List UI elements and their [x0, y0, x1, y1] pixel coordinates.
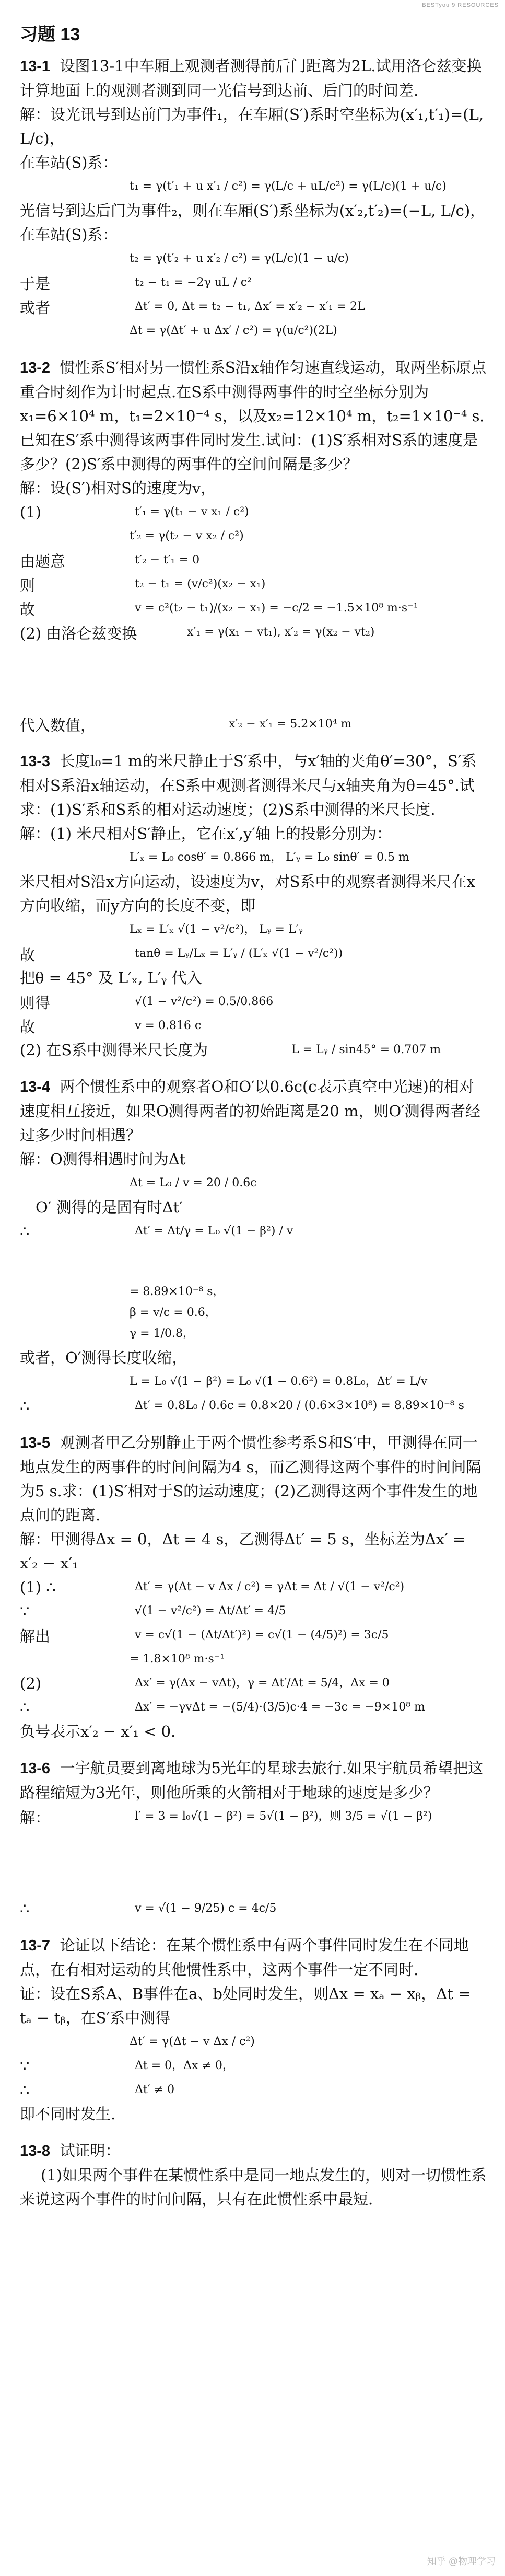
step-label: 解出 — [20, 1627, 51, 1645]
solution-text: 或者，O′测得长度收缩， — [20, 1349, 187, 1367]
solution-text: 证：设在S系A、B事件在a、b处同时发生，则Δx = xₐ − xᵦ，Δt = tₐ − tᵦ，在S′系中测得 — [20, 1985, 471, 2027]
problem-13-3 — [20, 749, 487, 1062]
step-label: 则 — [20, 576, 36, 594]
equation: γ = 1/0.8， — [130, 1327, 194, 1340]
equation: = 1.8×10⁸ m·s⁻¹ — [130, 1653, 225, 1666]
top-watermark: BESTyou 9 RESOURCES — [422, 2, 499, 8]
equation: Δx′ = −γvΔt = −(5/4)·(3/5)c·4 = −3c = −9×10⁸ m — [135, 1701, 425, 1714]
step-label: ∴ — [20, 2081, 30, 2099]
step-label: (2) — [20, 1674, 42, 1692]
document-page — [20, 18, 487, 2211]
step-label: ∴ — [20, 1222, 30, 1240]
problem-number: 13-1 — [20, 58, 51, 75]
problem-statement: 两个惯性系中的观察者O和O′以0.6c(c表示真空中光速)的相对速度相互接近，如果O测得两者的初始距离是20 m，则O′测得两者经过多少时间相遇？ — [20, 1078, 480, 1144]
equation: √(1 − v²/c²) = 0.5/0.866 — [135, 995, 274, 1008]
step-label: 解： — [20, 1808, 51, 1827]
step-label: 故 — [20, 600, 36, 618]
equation: L′ₓ = L₀ cosθ′ = 0.866 m， L′ᵧ = L₀ sinθ′ = 0.5 m — [130, 851, 409, 864]
equation: Lₓ = L′ₓ √(1 − v²/c²)， Lᵧ = L′ᵧ — [130, 923, 303, 936]
step-label: 于是 — [20, 274, 51, 293]
problem-13-1 — [20, 54, 487, 340]
problem-statement: 一宇航员要到离地球为5光年的星球去旅行.如果宇航员希望把这路程缩短为3光年，则他所乘的火箭相对于地球的速度是多少？ — [20, 1759, 484, 1801]
problem-number: 13-6 — [20, 1760, 51, 1777]
problem-statement: 论证以下结论：在某个惯性系中有两个事件同时发生在不同地点，在有相对运动的其他惯性系中，这两个事件一定不同时. — [20, 1936, 469, 1979]
problem-statement: 设图13-1中车厢上观测者测得前后门距离为2L.试用洛仑兹变换计算地面上的观测者测到同一光信号到达前、后门的时间差. — [20, 57, 482, 99]
problem-statement: 观测者甲乙分别静止于两个惯性参考系S和S′中，甲测得在同一地点发生的两事件的时间间隔为4 s，而乙测得这两个事件的时间间隔为5 s.求：(1)S′相对于S的运动速度；(2)乙测得这两个事件发生的地点间的距离. — [20, 1434, 481, 1524]
equation: t₂ = γ(t′₂ + u x′₂ / c²) = γ(L/c)(1 − u/c) — [130, 252, 349, 265]
equation: v = c²(t₂ − t₁)/(x₂ − x₁) = −c/2 = −1.5×10⁸ m·s⁻¹ — [135, 602, 418, 615]
solution-text: 在车站(S)系： — [20, 154, 118, 171]
step-label: 故 — [20, 1018, 36, 1036]
equation: v = 0.816 c — [135, 1019, 202, 1032]
equation: Δt = L₀ / v = 20 / 0.6c — [130, 1176, 257, 1189]
solution-text: 解：O测得相遇时间为Δt — [20, 1150, 186, 1168]
equation: t₂ − t₁ = −2γ uL / c² — [135, 276, 252, 289]
solution-text: 即不同时发生. — [20, 2105, 116, 2123]
equation: L = L₀ √(1 − β²) = L₀ √(1 − 0.6²) = 0.8L₀，Δt′ = L/v — [130, 1375, 428, 1388]
problem-number: 13-2 — [20, 360, 51, 376]
step-label: (2) 在S系中测得米尺长度为 — [20, 1041, 208, 1059]
equation: √(1 − v²/c²) = Δt/Δt′ = 4/5 — [135, 1604, 286, 1618]
chapter-title: 习题 13 — [20, 25, 80, 44]
solution-text: 负号表示x′₂ − x′₁ < 0. — [20, 1723, 176, 1740]
equation: tanθ = Lᵧ/Lₓ = L′ᵧ / (L′ₓ √(1 − v²/c²)) — [135, 947, 343, 960]
problem-13-8 — [20, 2139, 487, 2211]
equation: t′₂ − t′₁ = 0 — [135, 553, 200, 567]
step-label: ∴ — [20, 1397, 30, 1415]
equation: Δt′ = γ(Δt − v Δx / c²) = γΔt = Δt / √(1 − v²/c²) — [135, 1580, 405, 1593]
footer-watermark: 知乎 @物理学习 — [427, 2556, 496, 2567]
step-label: 故 — [20, 945, 36, 964]
problem-number: 13-8 — [20, 2143, 51, 2159]
equation: Δt′ ≠ 0 — [135, 2083, 175, 2096]
solution-text: 解：(1) 米尺相对S′静止，它在x′,y′轴上的投影分别为： — [20, 825, 392, 842]
step-label: (1) ∴ — [20, 1578, 56, 1596]
problem-statement: 惯性系S′相对另一惯性系S沿x轴作匀速直线运动，取两坐标原点重合时刻作为计时起点.在S系中测得两事件的时空坐标分别为x₁=6×10⁴ m，t₁=2×10⁻⁴ s，以及x₂=12×10⁴ m，t₂=1×10⁻⁴ s.已知在S′系中测得该两事件同时发生.试问：(1)S′系相对S系的速度是多少？(2)S′系中测得的两事件的空间间隔是多少？ — [20, 359, 487, 473]
equation: x′₁ = γ(x₁ − vt₁), x′₂ = γ(x₂ − vt₂) — [187, 626, 375, 639]
problem-statement: 长度l₀=1 m的米尺静止于S′系中，与x′轴的夹角θ′=30°，S′系相对S系沿x轴运动，在S系中观测者测得米尺与x轴夹角为θ=45°.试求：(1)S′系和S系的相对运动速度；(2)S系中测得的米尺长度. — [20, 752, 477, 818]
step-label: ∵ — [20, 2057, 30, 2075]
problem-statement: 试证明： — [60, 2142, 121, 2159]
solution-text: O′ 测得的是固有时Δt′ — [36, 1198, 183, 1216]
equation: t′₂ = γ(t₂ − v x₂ / c²) — [130, 529, 244, 542]
solution-text: 解：设光讯号到达前门为事件₁，在车厢(S′)系时空坐标为(x′₁,t′₁)=(L, L/c)， — [20, 106, 484, 147]
step-label: 由题意 — [20, 552, 66, 570]
step-label: ∴ — [20, 1900, 30, 1917]
solution-text: 解：设(S′)相对S的速度为v， — [20, 479, 216, 497]
equation: t′₁ = γ(t₁ − v x₁ / c²) — [135, 505, 249, 518]
problem-number: 13-3 — [20, 753, 51, 770]
solution-text: (1)如果两个事件在某惯性系中是同一地点发生的，则对一切惯性系来说这两个事件的时间间隔，只有在此惯性系中最短. — [20, 2166, 487, 2208]
problem-13-6 — [20, 1756, 487, 1921]
step-label: 则得 — [20, 994, 51, 1012]
equation: Δt′ = γ(Δt − v Δx / c²) — [130, 2035, 255, 2048]
equation: x′₂ − x′₁ = 5.2×10⁴ m — [229, 718, 352, 731]
equation: t₁ = γ(t′₁ + u x′₁ / c²) = γ(L/c + uL/c²) = γ(L/c)(1 + u/c) — [130, 180, 447, 193]
equation: Δt′ = 0, Δt = t₂ − t₁, Δx′ = x′₂ − x′₁ = 2L — [135, 300, 365, 313]
problem-13-4 — [20, 1075, 487, 1418]
equation: L = Lᵧ / sin45° = 0.707 m — [291, 1043, 441, 1056]
solution-text: 米尺相对S沿x方向运动，设速度为v，对S系中的观察者测得米尺在x方向收缩，而y方向的长度不变，即 — [20, 873, 475, 915]
equation: Δt′ = Δt/γ = L₀ √(1 − β²) / v — [135, 1225, 293, 1238]
equation: Δt′ = 0.8L₀ / 0.6c = 0.8×20 / (0.6×3×10⁸) = 8.89×10⁻⁸ s — [135, 1399, 464, 1412]
step-label: ∵ — [20, 1602, 30, 1620]
equation: Δx′ = γ(Δx − vΔt)，γ = Δt′/Δt = 5/4，Δx = 0 — [135, 1677, 390, 1690]
problem-13-2 — [20, 355, 487, 736]
step-label: 或者 — [20, 298, 51, 317]
problem-number: 13-7 — [20, 1937, 51, 1954]
step-label: 代入数值， — [20, 716, 96, 734]
solution-text: 解：甲测得Δx = 0，Δt = 4 s，乙测得Δt′ = 5 s，坐标差为Δx′ = x′₂ − x′₁ — [20, 1530, 466, 1572]
problem-number: 13-5 — [20, 1435, 51, 1451]
problem-number: 13-4 — [20, 1079, 51, 1095]
step-label: (1) — [20, 503, 42, 521]
equation: v = √(1 − 9/25) c = 4c/5 — [135, 1902, 277, 1915]
step-label: (2) 由洛仑兹变换 — [20, 624, 137, 642]
equation: v = c√(1 − (Δt/Δt′)²) = c√(1 − (4/5)²) = 3c/5 — [135, 1628, 389, 1642]
equation: Δt = γ(Δt′ + u Δx′ / c²) = γ(u/c²)(2L) — [130, 324, 337, 337]
equation: = 8.89×10⁻⁸ s， — [130, 1285, 225, 1298]
equation: Δt = 0，Δx ≠ 0， — [135, 2059, 234, 2072]
problem-13-7 — [20, 1933, 487, 2126]
equation: β = v/c = 0.6， — [130, 1306, 217, 1319]
step-label: ∴ — [20, 1699, 30, 1716]
solution-text: 把θ = 45° 及 L′ₓ, L′ᵧ 代入 — [20, 969, 202, 987]
problem-13-5 — [20, 1430, 487, 1743]
equation: l′ = 3 = l₀√(1 − β²) = 5√(1 − β²)，则 3/5 = √(1 − β²) — [135, 1810, 432, 1823]
solution-text: 光信号到达后门为事件₂，则在车厢(S′)系坐标为(x′₂,t′₂)=(−L, L/c)，在车站(S)系： — [20, 202, 486, 244]
equation: t₂ − t₁ = (v/c²)(x₂ − x₁) — [135, 577, 266, 591]
